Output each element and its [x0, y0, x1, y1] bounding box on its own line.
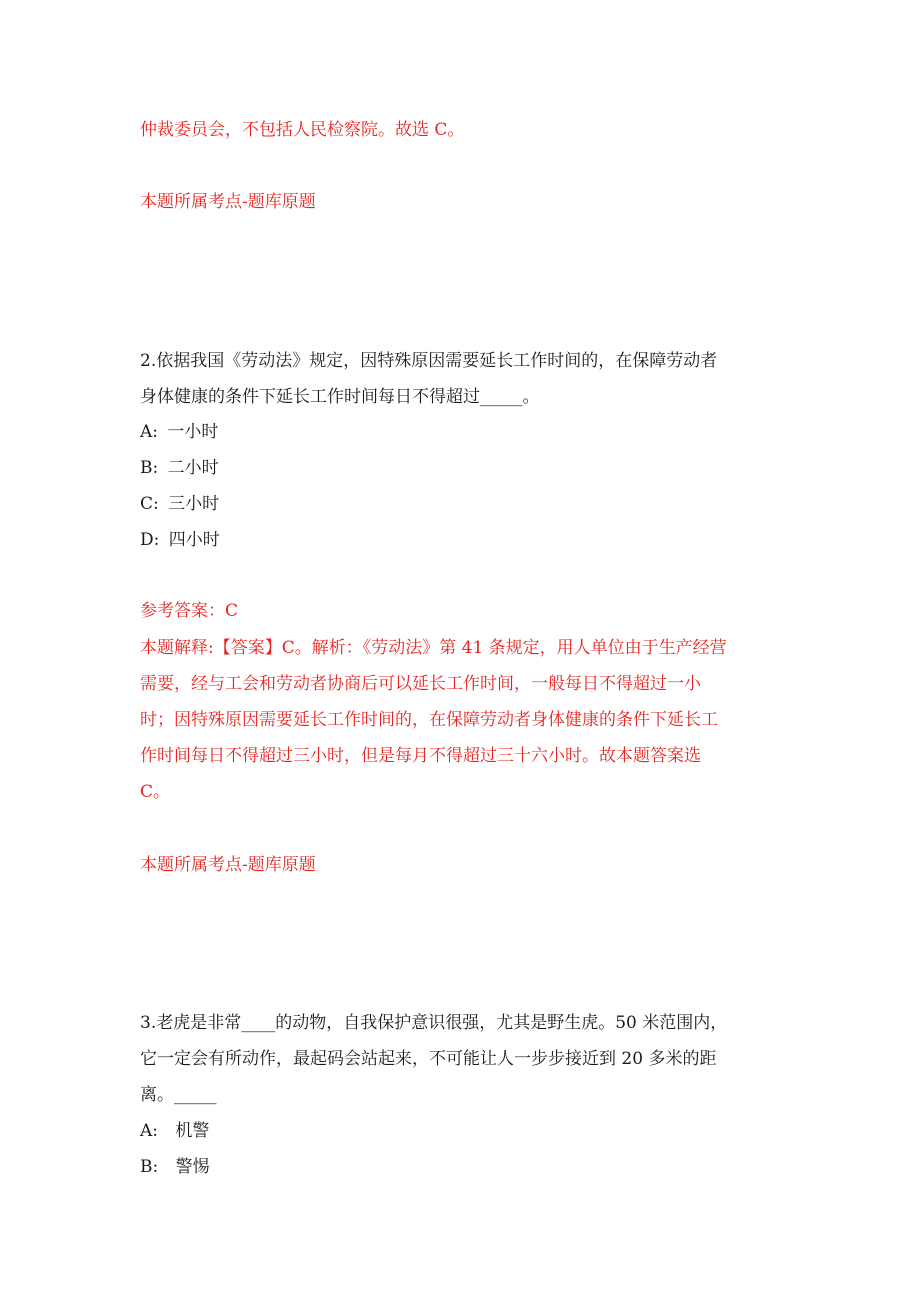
q2-explanation-line-2: 需要，经与工会和劳动者协商后可以延长工作时间，一般每日不得超过一小	[140, 674, 701, 694]
q3-stem-line-1: 3.老虎是非常____的动物，自我保护意识很强，尤其是野生虎。50 米范围内，	[140, 1013, 728, 1033]
q2-topic-note: 本题所属考点-题库原题	[140, 855, 316, 875]
q2-option-d	[140, 528, 220, 552]
option-label: A:	[140, 422, 159, 442]
q2-stem-line-2: 身体健康的条件下延长工作时间每日不得超过_____。	[140, 387, 540, 407]
option-label: B:	[140, 1157, 159, 1177]
q2-explanation-line-3: 时；因特殊原因需要延长工作时间的，在保障劳动者身体健康的条件下延长工	[140, 710, 718, 730]
option-text: 四小时	[168, 530, 220, 550]
prev-explanation-tail: 仲裁委员会，不包括人民检察院。故选 C。	[140, 120, 465, 140]
q2-explanation-line-1: 本题解释:【答案】C。解析：《劳动法》第 41 条规定，用人单位由于生产经营	[140, 638, 727, 658]
q2-option-c	[140, 492, 219, 516]
q3-option-b	[140, 1155, 210, 1179]
q2-option-a	[140, 420, 218, 444]
option-text: 一小时	[167, 422, 219, 442]
option-label: D:	[140, 530, 160, 550]
option-label: A:	[140, 1121, 159, 1141]
option-label: C:	[140, 494, 159, 514]
option-text: 三小时	[168, 494, 220, 514]
q2-answer: 参考答案：C	[140, 601, 239, 621]
option-text: 警惕	[175, 1157, 210, 1177]
q2-explanation-line-5: C。	[140, 782, 171, 802]
q2-option-b	[140, 456, 219, 480]
q2-explanation-line-4: 作时间每日不得超过三小时，但是每月不得超过三十六小时。故本题答案选	[140, 746, 701, 766]
option-label: B:	[140, 458, 159, 478]
option-text: 二小时	[167, 458, 219, 478]
option-text: 机警	[175, 1121, 210, 1141]
q3-option-a	[140, 1119, 209, 1143]
q3-stem-line-3: 离。_____	[140, 1085, 217, 1105]
q3-stem-line-2: 它一定会有所动作，最起码会站起来，不可能让人一步步接近到 20 多米的距	[140, 1049, 717, 1069]
q2-stem-line-1: 2.依据我国《劳动法》规定，因特殊原因需要延长工作时间的，在保障劳动者	[140, 351, 718, 371]
prev-topic-note: 本题所属考点-题库原题	[140, 192, 316, 212]
